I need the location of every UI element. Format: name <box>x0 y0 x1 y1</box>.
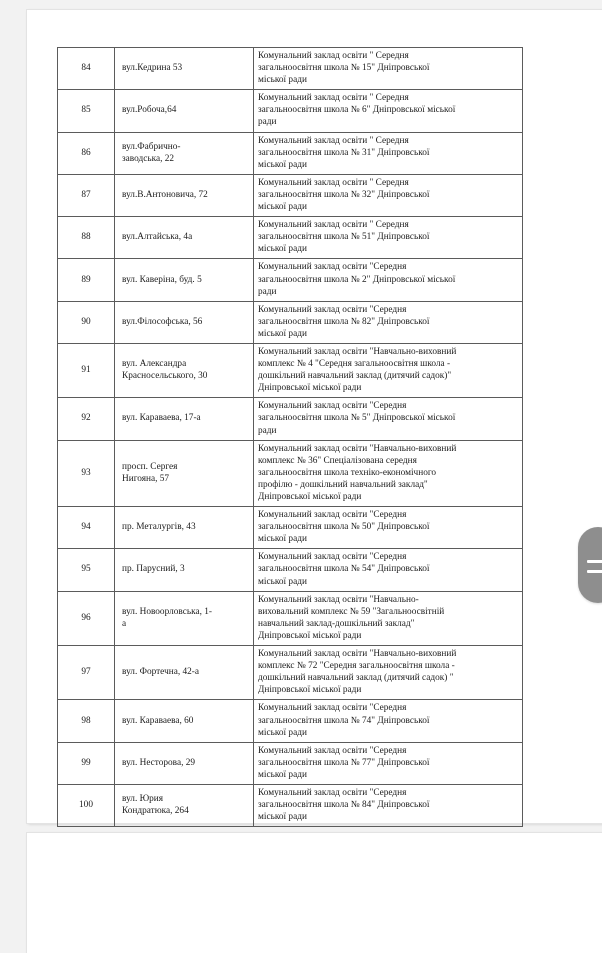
institution-name-line: міської ради <box>258 812 307 823</box>
row-number-cell: 90 <box>58 301 115 343</box>
institution-name-cell <box>254 398 523 440</box>
institution-name-line: міської ради <box>258 576 307 587</box>
institution-name-line: комплекс № 4 "Середня загальноосвітня школа - <box>258 359 451 370</box>
institution-name-line: дошкільний навчальний заклад (дитячий садок) " <box>258 673 454 684</box>
institution-name-line: загальноосвітня школа № 6" Дніпровської міської <box>258 105 456 116</box>
address-line: просп. Сергея <box>122 461 178 472</box>
row-number-cell: 95 <box>58 549 115 591</box>
address-cell <box>115 174 254 216</box>
institution-name-line: Комунальний заклад освіти "Навчально-виховний <box>258 649 457 660</box>
address-cell <box>115 646 254 700</box>
institution-name-cell <box>254 48 523 90</box>
address-cell <box>115 784 254 826</box>
address-line: Нигояна, 57 <box>122 473 170 484</box>
address-line: вул.Робоча,64 <box>122 105 177 116</box>
address-line: вул. Юрия <box>122 794 164 805</box>
address-line: вул. Каверіна, буд. 5 <box>122 274 202 285</box>
institution-name-line: загальноосвітня школа № 50" Дніпровської <box>258 522 430 533</box>
institution-name-line: Комунальний заклад освіти "Середня <box>258 787 407 798</box>
table-row <box>58 646 523 700</box>
institution-name-line: Комунальний заклад освіти " Середня <box>258 177 409 188</box>
table-row <box>58 700 523 742</box>
institution-name-line: Комунальний заклад освіти " Середня <box>258 135 409 146</box>
address-cell <box>115 398 254 440</box>
institution-name-cell <box>254 132 523 174</box>
institution-name-line: Комунальний заклад освіти "Середня <box>258 304 407 315</box>
institution-name-line: загальноосвітня школа № 31" Дніпровської <box>258 147 430 158</box>
institution-name-line: міської ради <box>258 534 307 545</box>
institution-name-cell <box>254 301 523 343</box>
table-row <box>58 440 523 506</box>
institution-name-cell <box>254 90 523 132</box>
institution-name-line: профілю - дошкільний навчальний заклад" <box>258 479 428 490</box>
institution-name-line: виховальний комплекс № 59 "Загальноосвітній <box>258 606 445 617</box>
grip-line-icon <box>587 570 602 573</box>
row-number-cell: 97 <box>58 646 115 700</box>
table-row <box>58 301 523 343</box>
address-line: заводська, 22 <box>122 153 175 164</box>
address-cell <box>115 132 254 174</box>
address-line: вул. Караваева, 17-а <box>122 413 201 424</box>
institution-name-cell <box>254 217 523 259</box>
institution-name-line: Комунальний заклад освіти "Навчально- <box>258 594 419 605</box>
address-line: пр. Металургів, 43 <box>122 522 196 533</box>
table-row <box>58 742 523 784</box>
institution-name-line: міської ради <box>258 328 307 339</box>
row-number-cell: 85 <box>58 90 115 132</box>
row-number-cell: 96 <box>58 591 115 645</box>
row-number-cell: 87 <box>58 174 115 216</box>
institution-name-cell <box>254 646 523 700</box>
address-line: вул. Новоорловська, 1- <box>122 606 212 617</box>
institution-name-line: загальноосвітня школа техніко-економічного <box>258 467 437 478</box>
institution-name-line: дошкільний навчальний заклад (дитячий садок)" <box>258 371 452 382</box>
address-line: вул. Несторова, 29 <box>122 757 196 768</box>
address-cell <box>115 343 254 397</box>
address-line: вул. Фортечна, 42-а <box>122 667 200 678</box>
institution-name-line: загальноосвітня школа № 32" Дніпровської <box>258 189 430 200</box>
address-cell <box>115 259 254 301</box>
table-row <box>58 343 523 397</box>
address-line: вул.В.Антоновича, 72 <box>122 189 208 200</box>
institution-name-line: загальноосвітня школа № 51" Дніпровської <box>258 232 430 243</box>
institution-name-line: Дніпровської міської ради <box>258 685 362 696</box>
row-number-cell: 88 <box>58 217 115 259</box>
address-line: вул.Кедрина 53 <box>122 63 183 74</box>
table-row <box>58 507 523 549</box>
institution-name-line: ради <box>258 117 277 128</box>
address-line: Красносельського, 30 <box>122 371 208 382</box>
institution-name-line: Комунальний заклад освіти "Середня <box>258 745 407 756</box>
address-line: вул. Караваева, 60 <box>122 715 194 726</box>
address-cell <box>115 90 254 132</box>
address-cell <box>115 742 254 784</box>
document-page-1 <box>27 10 602 823</box>
institution-name-line: Комунальний заклад освіти "Навчально-виховний <box>258 346 457 357</box>
institution-name-line: загальноосвітня школа № 82" Дніпровської <box>258 316 430 327</box>
institution-name-line: Дніпровської міської ради <box>258 630 362 641</box>
institution-name-line: комплекс № 72 "Середня загальноосвітня школа - <box>258 661 455 672</box>
institution-name-line: загальноосвітня школа № 15" Дніпровської <box>258 63 430 74</box>
institution-name-cell <box>254 174 523 216</box>
institution-name-line: Комунальний заклад освіти " Середня <box>258 51 409 61</box>
table-row <box>58 90 523 132</box>
address-cell <box>115 591 254 645</box>
document-page-2 <box>27 833 602 953</box>
address-line: вул. Александра <box>122 359 187 370</box>
institution-name-line: міської ради <box>258 244 307 255</box>
address-line: вул.Алтайська, 4а <box>122 232 193 243</box>
institution-name-line: Комунальний заклад освіти " Середня <box>258 93 409 104</box>
institution-name-line: міської ради <box>258 727 307 738</box>
institution-name-line: Комунальний заклад освіти "Середня <box>258 262 407 273</box>
institution-name-line: загальноосвітня школа № 77" Дніпровської <box>258 757 430 768</box>
address-line: вул.Філософська, 56 <box>122 316 203 327</box>
institution-name-line: загальноосвітня школа № 84" Дніпровської <box>258 800 430 811</box>
institution-name-line: ради <box>258 425 277 436</box>
institution-name-cell <box>254 591 523 645</box>
row-number-cell: 93 <box>58 440 115 506</box>
table-row <box>58 398 523 440</box>
institution-name-line: Комунальний заклад освіти "Середня <box>258 552 407 563</box>
row-number-cell: 99 <box>58 742 115 784</box>
schools-table <box>57 47 523 827</box>
institution-name-cell <box>254 440 523 506</box>
institution-name-line: загальноосвітня школа № 2" Дніпровської міської <box>258 274 456 285</box>
institution-name-line: ради <box>258 286 277 297</box>
table-row <box>58 259 523 301</box>
table-row <box>58 784 523 826</box>
table-row <box>58 132 523 174</box>
row-number-cell: 89 <box>58 259 115 301</box>
row-number-cell: 91 <box>58 343 115 397</box>
institution-name-line: комплекс № 36" Спеціалізована середня <box>258 455 417 466</box>
institution-name-line: Комунальний заклад освіти "Середня <box>258 703 407 714</box>
institution-name-line: міської ради <box>258 159 307 170</box>
institution-name-cell <box>254 784 523 826</box>
institution-name-line: Дніпровської міської ради <box>258 383 362 394</box>
institution-name-cell <box>254 700 523 742</box>
row-number-cell: 94 <box>58 507 115 549</box>
address-cell <box>115 217 254 259</box>
row-number-cell: 92 <box>58 398 115 440</box>
address-line: Кондратюка, 264 <box>122 806 189 817</box>
table-row <box>58 591 523 645</box>
institution-name-line: загальноосвітня школа № 54" Дніпровської <box>258 564 430 575</box>
address-cell <box>115 48 254 90</box>
address-cell <box>115 700 254 742</box>
table-row <box>58 549 523 591</box>
institution-name-line: навчальний заклад-дошкільний заклад" <box>258 618 415 629</box>
institution-name-cell <box>254 343 523 397</box>
institution-name-line: Комунальний заклад освіти "Середня <box>258 401 407 412</box>
address-line: пр. Парусний, 3 <box>122 564 185 575</box>
address-cell <box>115 549 254 591</box>
row-number-cell: 86 <box>58 132 115 174</box>
institution-name-line: загальноосвітня школа № 74" Дніпровської <box>258 715 430 726</box>
institution-name-line: Комунальний заклад освіти " Середня <box>258 220 409 231</box>
row-number-cell: 98 <box>58 700 115 742</box>
institution-name-cell <box>254 507 523 549</box>
address-cell <box>115 440 254 506</box>
table-row <box>58 174 523 216</box>
institution-name-cell <box>254 259 523 301</box>
address-cell <box>115 507 254 549</box>
table-row <box>58 48 523 90</box>
institution-name-line: міської ради <box>258 75 307 86</box>
scroll-drag-handle[interactable] <box>578 527 602 603</box>
institution-name-line: Комунальний заклад освіти "Навчально-виховний <box>258 443 457 454</box>
address-line: вул.Фабрично- <box>122 141 181 152</box>
address-line: а <box>122 618 127 629</box>
institution-name-line: Дніпровської міської ради <box>258 492 362 502</box>
institution-name-cell <box>254 742 523 784</box>
institution-name-line: міської ради <box>258 202 307 213</box>
row-number-cell: 84 <box>58 48 115 90</box>
address-cell <box>115 301 254 343</box>
table-body <box>58 48 523 827</box>
institution-name-line: міської ради <box>258 769 307 780</box>
grip-line-icon <box>587 560 602 563</box>
institution-name-line: загальноосвітня школа № 5" Дніпровської міської <box>258 413 456 424</box>
table-row <box>58 217 523 259</box>
institution-name-cell <box>254 549 523 591</box>
row-number-cell: 100 <box>58 784 115 826</box>
institution-name-line: Комунальний заклад освіти "Середня <box>258 510 407 521</box>
